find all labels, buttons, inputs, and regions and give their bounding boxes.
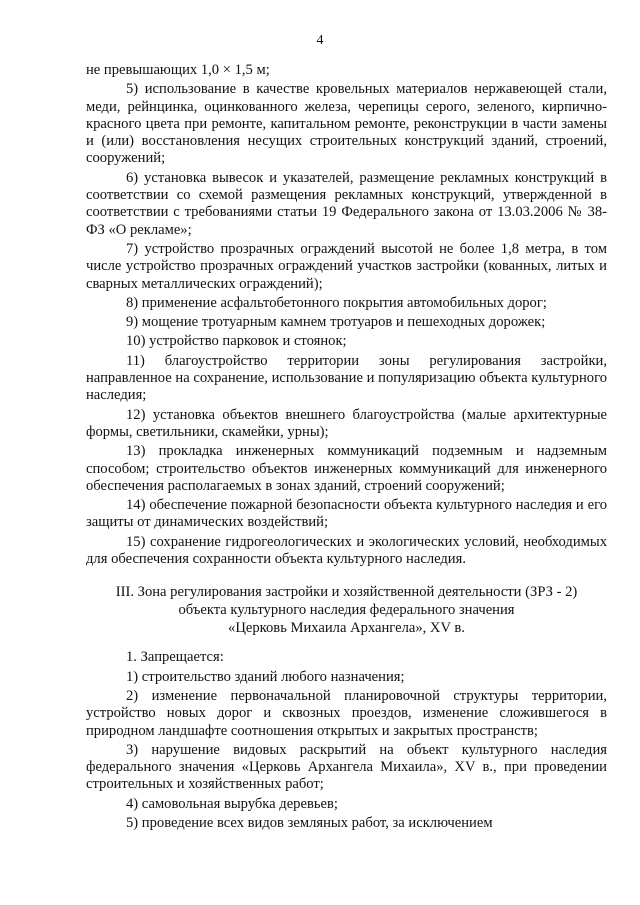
section-heading <box>86 583 607 637</box>
list-item: 1) строительство зданий любого назначения; <box>126 668 405 685</box>
paragraph-lead-in: не превышающих 1,0 × 1,5 м; <box>86 62 270 78</box>
list-item: 10) устройство парковок и стоянок; <box>126 333 347 350</box>
list-item: 14) обеспечение пожарной безопасности объекта культурного наследия и его защиты от динамических воздействий; <box>86 497 607 531</box>
list-item: 13) прокладка инженерных коммуникаций подземным и надземным способом; строительство объектов инженерных коммуникаций для инженерного обеспечения располагаемых в зонах зданий, строений сооружений; <box>86 443 607 494</box>
list-item: 5) использование в качестве кровельных материалов нержавеющей стали, меди, рейнцинка, оцинкованного железа, черепицы серого, зеленого, кирпично-красного цвета при ремонте, капитальном ремонте, реконструкции в части замены и (или) восстановления несущих строительных конструкций зданий, строений, сооружений; <box>86 81 607 167</box>
subsection-title: 1. Запрещается: <box>126 649 224 666</box>
list-item: 2) изменение первоначальной планировочной структуры территории, устройство новых дорог и сквозных проездов, изменение сложившегося в природном ландшафте соотношения открытых и закрытых пространств; <box>86 687 607 739</box>
list-item: 7) устройство прозрачных ограждений высотой не более 1,8 метра, в том числе устройство прозрачных ограждений участков застройки (кованных, литых и сварных металлических ограждений); <box>86 240 607 292</box>
section-heading-line: «Церковь Михаила Архангела», XV в. <box>228 620 465 637</box>
page-number: 4 <box>316 33 324 48</box>
list-item: 11) благоустройство территории зоны регулирования застройки, направленное на сохранение, использование и популяризацию объекта культурного наследия; <box>86 352 607 404</box>
list-item: 4) самовольная вырубка деревьев; <box>126 795 338 812</box>
document-body <box>86 62 607 834</box>
list-item: 12) установка объектов внешнего благоустройства (малые архитектурные формы, светильники, скамейки, урны); <box>86 406 607 440</box>
list-item: 8) применение асфальтобетонного покрытия автомобильных дорог; <box>126 294 547 311</box>
section-heading-line: объекта культурного наследия федерального значения <box>178 602 515 619</box>
list-item: 5) проведение всех видов земляных работ, за исключением <box>126 814 493 831</box>
list-item: 3) нарушение видовых раскрытий на объект культурного наследия федерального значения «Церковь Архангела Михаила», XV в., при проведении строительных и хозяйственных работ; <box>86 741 607 793</box>
list-item: 6) установка вывесок и указателей, размещение рекламных конструкций в соответствии со схемой размещения рекламных конструкций, утвержденной в соответствии с требованиями статьи 19 Федерального закона от 13.03.2006 № 38-ФЗ «О рекламе»; <box>86 169 607 238</box>
section-heading-line: III. Зона регулирования застройки и хозяйственной деятельности (ЗРЗ - 2) <box>115 584 578 601</box>
list-item: 15) сохранение гидрогеологических и экологических условий, необходимых для обеспечения сохранности объекта культурного наследия. <box>86 533 607 568</box>
list-item: 9) мощение тротуарным камнем тротуаров и пешеходных дорожек; <box>126 314 546 331</box>
